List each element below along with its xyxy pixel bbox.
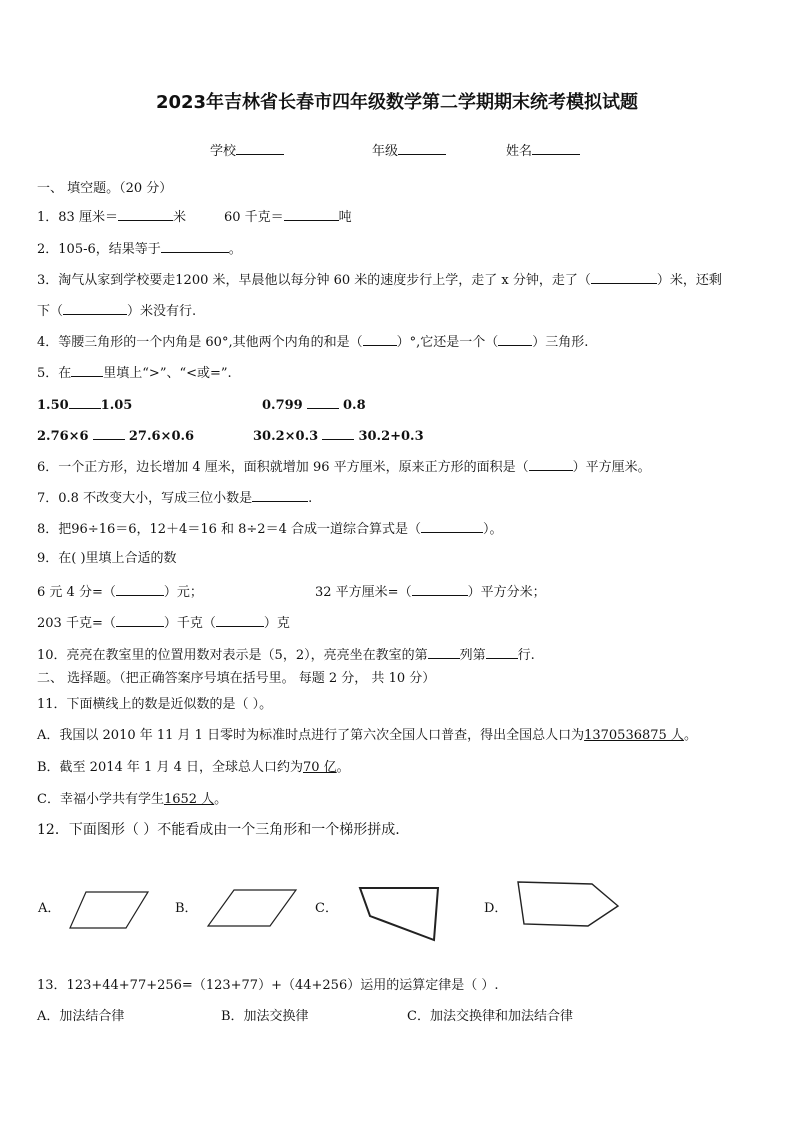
q9-r1-blank-2[interactable]: [412, 583, 468, 596]
q11-option-a[interactable]: [37, 728, 697, 744]
q5-r2d: 30.2+0.3: [358, 429, 424, 444]
q6-blank[interactable]: [529, 458, 573, 471]
name-field: [506, 142, 580, 160]
name-label: 姓名: [506, 144, 533, 159]
question-13: 13．123+44+77+256=（123+77）+（44+256）运用的运算定律是（ ）.: [37, 978, 499, 993]
q3-text-b: ）米，还剩: [656, 273, 722, 288]
q1-text-d: 吨: [338, 210, 352, 225]
q3-blank-2[interactable]: [63, 302, 127, 315]
q5-row-1b: [262, 396, 366, 414]
q12-option-b-label[interactable]: B．: [175, 901, 198, 916]
school-label: 学校: [210, 144, 237, 159]
q9-r1b: ）元；: [163, 585, 203, 600]
q5-r1c: 0.799: [262, 398, 303, 413]
question-10: [37, 646, 535, 664]
q13-option-b[interactable]: B．加法交换律: [221, 1009, 309, 1024]
q4-text-a: 4．等腰三角形的一个内角是 60°,其他两个内角的和是（: [37, 335, 363, 350]
q11-option-b[interactable]: [37, 760, 350, 776]
q11-a-text: A．我国以 2010 年 11 月 1 日零时为标准时点进行了第六次全国人口普查，得出全国总人口为: [37, 728, 585, 743]
question-7: [37, 489, 312, 507]
grade-label: 年级: [372, 144, 399, 159]
q8-blank[interactable]: [421, 520, 483, 533]
grade-blank[interactable]: [398, 142, 446, 155]
q12-option-c-label[interactable]: C．: [315, 901, 338, 916]
q12-shape-a: [66, 888, 152, 932]
q2-text-a: 2．105-6，结果等于: [37, 242, 161, 257]
question-12: 12．下面图形（ ）不能看成由一个三角形和一个梯形拼成.: [37, 822, 400, 838]
q9-r1a: 6 元 4 分=（: [37, 585, 116, 600]
q12-option-d-label[interactable]: D．: [484, 901, 508, 916]
question-5: [37, 364, 232, 382]
q12-shape-d: [514, 876, 622, 930]
q5-r1-left: 1.50: [37, 398, 69, 413]
section2-heading: 二、 选择题。（把正确答案序号填在括号里。 每题 2 分， 共 10 分）: [37, 671, 436, 686]
q5-row-2b: [253, 427, 424, 445]
q11-c-end: 。: [214, 792, 228, 807]
q5-r1-blank-2[interactable]: [307, 396, 339, 409]
q3-text-a: 3．淘气从家到学校要走1200 米，早晨他以每分钟 60 米的速度步行上学，走了 x 分钟，走了（: [37, 273, 591, 288]
grade-field: [372, 142, 446, 160]
q10-text-c: 行.: [517, 648, 535, 663]
q9-r1c: 32 平方厘米=（: [315, 585, 412, 600]
q8-text-a: 8．把96÷16＝6，12＋4＝16 和 8÷2＝4 合成一道综合算式是（: [37, 522, 421, 537]
q11-a-number: 1370536875 人: [584, 728, 684, 743]
question-11: 11．下面横线上的数是近似数的是（ ）。: [37, 697, 273, 712]
q9-r2-blank-1[interactable]: [116, 614, 164, 627]
q6-text-a: 6．一个正方形，边长增加 4 厘米，面积就增加 96 平方厘米，原来正方形的面积是（: [37, 460, 529, 475]
q10-blank-2[interactable]: [486, 646, 518, 659]
q11-c-number: 1652 人: [163, 792, 215, 807]
question-8: [37, 520, 503, 538]
q13-option-a[interactable]: A．加法结合律: [37, 1009, 125, 1024]
q11-b-text: B．截至 2014 年 1 月 4 日，全球总人口约为: [37, 760, 303, 775]
q5-r1-right: 1.05: [100, 398, 133, 413]
q1-text-c: 60 千克＝: [223, 210, 284, 225]
q3-text-d: ）米没有行.: [127, 304, 197, 319]
q1-text-a: 1．83 厘米＝: [37, 210, 118, 225]
q5-r2a: 2.76×6: [37, 429, 89, 444]
q5-r1d: 0.8: [343, 398, 366, 413]
school-blank[interactable]: [236, 142, 284, 155]
q5-r1-blank-1[interactable]: [69, 396, 101, 409]
q4-blank-2[interactable]: [498, 333, 532, 346]
q1-blank-2[interactable]: [284, 208, 339, 221]
question-3-line1: [37, 271, 722, 289]
question-6: [37, 458, 651, 476]
q7-blank[interactable]: [252, 489, 308, 502]
name-blank[interactable]: [532, 142, 580, 155]
q1-blank-1[interactable]: [118, 208, 173, 221]
q11-c-text: C．幸福小学共有学生: [37, 792, 164, 807]
q2-blank[interactable]: [161, 240, 229, 253]
q13-option-c[interactable]: C．加法交换律和加法结合律: [407, 1009, 573, 1024]
q12-option-a-label[interactable]: A．: [38, 901, 61, 916]
q11-b-end: 。: [336, 760, 350, 775]
question-1: [37, 208, 352, 226]
q4-text-c: ）三角形.: [532, 335, 589, 350]
question-9: 9．在( )里填上合适的数: [37, 551, 177, 566]
q12-shape-b: [204, 886, 300, 930]
q9-r2b: ）千克（: [163, 616, 216, 631]
q7-text-a: 7．0.8 不改变大小，写成三位小数是: [37, 491, 253, 506]
page-title: 2023年吉林省长春市四年级数学第二学期期末统考模拟试题: [155, 92, 639, 113]
q4-text-b: ）°,它还是一个（: [396, 335, 499, 350]
q5-r2b: 27.6×0.6: [128, 429, 195, 444]
question-3-line2: [37, 302, 196, 320]
q9-r2c: ）克: [263, 616, 290, 631]
q5-r2c: 30.2×0.3: [253, 429, 319, 444]
q5-text-a: 5．在: [37, 366, 72, 381]
q6-text-b: ）平方厘米。: [572, 460, 651, 475]
q9-r2a: 203 千克=（: [37, 616, 116, 631]
q11-b-number: 70 亿: [302, 760, 337, 775]
q11-a-end: 。: [683, 728, 697, 743]
q3-blank-1[interactable]: [591, 271, 657, 284]
q5-row-1: [37, 396, 132, 414]
q9-row-2: [37, 614, 290, 632]
q5-blank[interactable]: [71, 364, 103, 377]
q7-text-b: .: [308, 491, 313, 506]
q10-blank-1[interactable]: [428, 646, 460, 659]
question-2: [37, 240, 242, 258]
q9-row-1: [37, 583, 203, 601]
q11-option-c[interactable]: [37, 792, 227, 808]
school-field: [210, 142, 284, 160]
section1-heading: 一、 填空题。（20 分）: [37, 181, 173, 196]
q12-shape-c: [356, 882, 446, 946]
q9-row-1b: [315, 583, 546, 601]
q5-r2-blank-2[interactable]: [322, 427, 354, 440]
q5-text-b: 里填上“>”、“<或=”.: [103, 366, 232, 381]
q9-r1-blank-1[interactable]: [116, 583, 164, 596]
q9-r1d: ）平方分米；: [467, 585, 546, 600]
q1-text-b: 米: [172, 210, 186, 225]
q2-text-b: 。: [228, 242, 242, 257]
q8-text-b: ）。: [482, 522, 503, 537]
q10-text-a: 10．亮亮在教室里的位置用数对表示是（5，2），亮亮坐在教室的第: [37, 648, 428, 663]
q5-row-2: [37, 427, 194, 445]
q3-text-c: 下（: [37, 304, 64, 319]
q4-blank-1[interactable]: [363, 333, 397, 346]
q5-r2-blank-1[interactable]: [93, 427, 125, 440]
q10-text-b: 列第: [459, 648, 486, 663]
question-4: [37, 333, 588, 351]
q9-r2-blank-2[interactable]: [216, 614, 264, 627]
